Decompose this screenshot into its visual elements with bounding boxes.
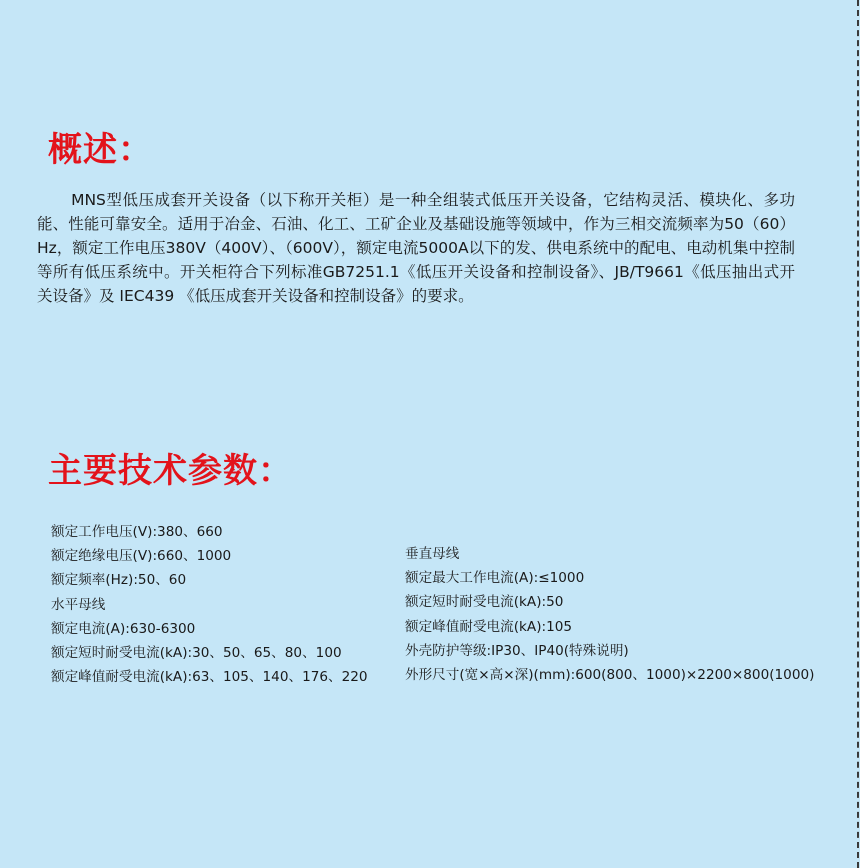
param-item: 额定电流(A):630-6300 [51, 620, 196, 637]
parameters-heading: 主要技术参数： [48, 451, 293, 491]
parameters-list-left [51, 520, 368, 689]
param-item: 额定峰值耐受电流(kA):105 [405, 618, 573, 635]
param-item: 额定峰值耐受电流(kA):63、105、140、176、220 [51, 669, 368, 686]
page-edge-dashed-border [857, 0, 859, 868]
param-section-label: 水平母线 [51, 596, 106, 613]
param-item: 额定最大工作电流(A):≤1000 [405, 570, 585, 587]
param-item: 外壳防护等级:IP30、IP40(特殊说明) [405, 642, 629, 659]
overview-paragraph: MNS型低压成套开关设备（以下称开关柜）是一种全组装式低压开关设备，它结构灵活、模块化、多功能、性能可靠安全。适用于冶金、石油、化工、工矿企业及基础设施等领域中，作为三相交流频率为50（60）Hz，额定工作电压380V（400V）、（600V），额定电流5000A以下的发、供电系统中的配电、电动机集中控制等所有低压系统中。开关柜符合下列标准GB7251.1《低压开关设备和控制设备》、JB/T9661《低压抽出式开关设备》及 IEC439 《低压成套开关设备和控制设备》的要求。 [37, 191, 795, 305]
param-item: 额定频率(Hz):50、60 [51, 572, 187, 589]
param-item: 外形尺寸(宽×高×深)(mm):600(800、1000)×2200×800(1000) [405, 666, 815, 683]
param-section-label: 垂直母线 [405, 546, 460, 562]
param-item: 额定绝缘电压(V):660、1000 [51, 548, 232, 565]
param-item: 额定短时耐受电流(kA):30、50、65、80、100 [51, 644, 342, 661]
param-item: 额定工作电压(V):380、660 [51, 524, 223, 540]
parameters-list-right [405, 542, 814, 687]
param-item: 额定短时耐受电流(kA):50 [405, 594, 564, 611]
overview-heading: 概述： [48, 130, 153, 170]
